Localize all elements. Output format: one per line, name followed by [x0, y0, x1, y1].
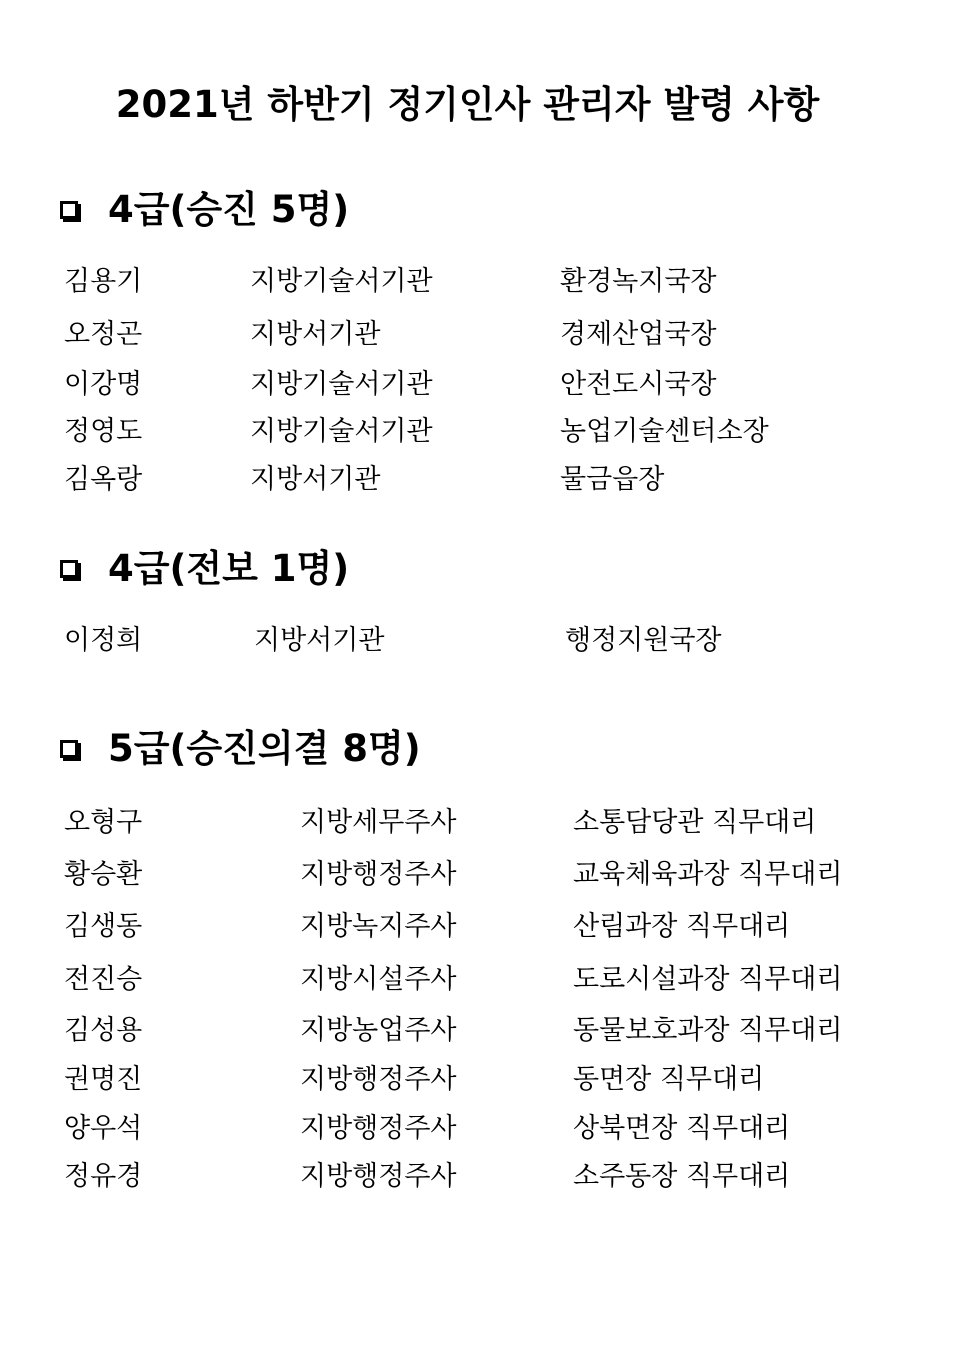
table-row: [0, 803, 960, 843]
person-name: 권명진: [64, 1064, 143, 1095]
person-post: 물금읍장: [560, 464, 665, 495]
person-post: 환경녹지국장: [560, 266, 717, 297]
checkbox-bullet-icon: [60, 740, 78, 758]
person-rank: 지방세무주사: [300, 807, 457, 838]
section-heading-text: 5급(승진의결 8명): [108, 727, 421, 770]
person-post: 소통담당관 직무대리: [573, 807, 817, 838]
person-name: 양우석: [64, 1113, 143, 1144]
person-name: 황승환: [64, 859, 143, 890]
person-post: 동면장 직무대리: [573, 1064, 765, 1095]
person-name: 오형구: [64, 807, 143, 838]
section-heading-4grade-transfer: [60, 544, 349, 594]
table-row: [0, 1011, 960, 1051]
table-row: [0, 855, 960, 895]
person-post: 도로시설과장 직무대리: [573, 964, 843, 995]
table-row: [0, 907, 960, 947]
person-rank: 지방서기관: [250, 319, 381, 350]
person-rank: 지방녹지주사: [300, 911, 457, 942]
person-name: 김옥랑: [64, 464, 143, 495]
section-heading-text: 4급(승진 5명): [108, 188, 350, 231]
table-row: [0, 315, 960, 355]
checkbox-bullet-icon: [60, 560, 78, 578]
person-rank: 지방행정주사: [300, 1113, 457, 1144]
table-row: [0, 412, 960, 452]
person-rank: 지방서기관: [250, 464, 381, 495]
person-post: 농업기술센터소장: [560, 416, 769, 447]
person-post: 교육체육과장 직무대리: [573, 859, 843, 890]
table-row: [0, 621, 960, 661]
person-post: 안전도시국장: [560, 369, 717, 400]
person-name: 정영도: [64, 416, 143, 447]
person-rank: 지방행정주사: [300, 1161, 457, 1192]
person-post: 동물보호과장 직무대리: [573, 1015, 843, 1046]
person-post: 행정지원국장: [565, 625, 722, 656]
person-name: 김용기: [64, 266, 143, 297]
table-row: [0, 960, 960, 1000]
person-rank: 지방행정주사: [300, 1064, 457, 1095]
table-row: [0, 1060, 960, 1100]
person-name: 이정희: [64, 625, 143, 656]
checkbox-bullet-icon: [60, 201, 78, 219]
table-row: [0, 262, 960, 302]
section-heading-4grade-promotion: [60, 185, 349, 235]
person-rank: 지방기술서기관: [250, 266, 433, 297]
person-name: 김성용: [64, 1015, 143, 1046]
table-row: [0, 365, 960, 405]
person-name: 이강명: [64, 369, 143, 400]
person-rank: 지방기술서기관: [250, 416, 433, 447]
table-row: [0, 1109, 960, 1149]
person-post: 산림과장 직무대리: [573, 911, 791, 942]
person-post: 소주동장 직무대리: [573, 1161, 791, 1192]
person-rank: 지방기술서기관: [250, 369, 433, 400]
person-rank: 지방행정주사: [300, 859, 457, 890]
person-rank: 지방농업주사: [300, 1015, 457, 1046]
person-rank: 지방서기관: [254, 625, 385, 656]
section-heading-5grade-promotion: [60, 724, 421, 774]
person-rank: 지방시설주사: [300, 964, 457, 995]
table-row: [0, 1157, 960, 1197]
person-name: 전진승: [64, 964, 143, 995]
section-heading-text: 4급(전보 1명): [108, 547, 350, 590]
table-row: [0, 460, 960, 500]
person-post: 경제산업국장: [560, 319, 717, 350]
person-name: 김생동: [64, 911, 143, 942]
person-name: 정유경: [64, 1161, 143, 1192]
person-post: 상북면장 직무대리: [573, 1113, 791, 1144]
person-name: 오정곤: [64, 319, 143, 350]
page-title: 2021년 하반기 정기인사 관리자 발령 사항: [115, 83, 820, 126]
